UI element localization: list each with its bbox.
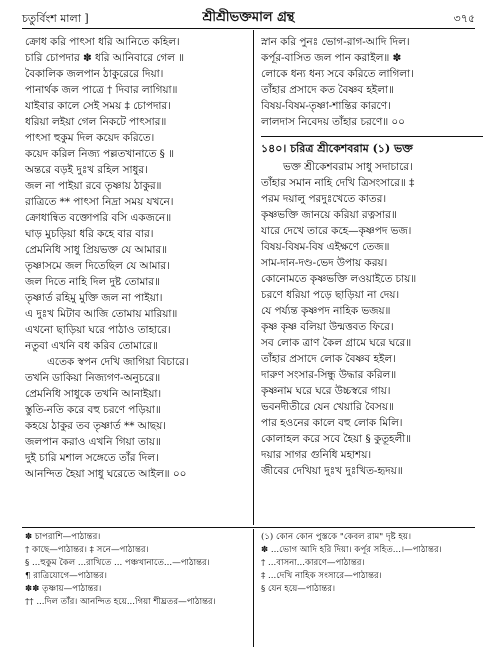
verse-line: রাত্রিতে ** পাৎসা নিদ্রা সময় যখনে। (25, 196, 174, 208)
verse-line-indented: ভক্ত শ্রীকেশবরাম সাধু সদাচারে। (283, 161, 413, 173)
verse-line: যে পর্য্যন্ত কৃষ্ণপদ নাহিক ভজয়॥ (261, 305, 391, 317)
verse-line: লালদাস নিবেদয় তাঁহার চরণে॥ ০০ (261, 116, 405, 128)
verse-line: কয়েদ করিল নিজ্য পল্লতখানাতে § ॥ (25, 148, 175, 160)
verse-line: দয়ার সাগর গুনিধি মহাশয়। (261, 449, 372, 461)
verse-line: প্রেমনিধি সাধুকে তখনি আনাইয়া। (25, 388, 162, 400)
verse-line: যাইবার কালে সেই সময় ‡ চোপদার। (25, 100, 171, 112)
verse-line: জলপান করাও এখনি গিয়া তায়॥ (25, 436, 161, 448)
page-number: ৩৭৫ (453, 12, 475, 25)
chapter-label: চতুর্বিংশ মালা ] (22, 12, 89, 25)
verse-line: তাঁহার প্রসাদে লোক বৈষ্ণব হইল। (261, 353, 396, 365)
verse-line: আনন্দিত হৈয়া সাধু ঘরেতে আইল॥ ০০ (25, 468, 187, 480)
verse-line: জীবের দেখিয়া দুঃখ দুঃখিত-হৃদয়॥ (261, 465, 403, 477)
verse-line: পাৎসা হুকুম দিল কয়েদ করিতে। (25, 132, 155, 144)
verse-line: নতুবা এখনি বধ করিব তোমারে॥ (25, 340, 158, 352)
verse-line: কোনোমতে কৃষ্ণভক্তি লওয়াইতে চায়॥ (261, 273, 417, 285)
verse-line: কোলাহল করে সবে হৈয়া § কুতূহলী॥ (261, 433, 412, 445)
verse-line: প্রেমনিধি সাধু প্রিয়ভক্ত যে আমার॥ (25, 244, 168, 256)
verse-line: তৃষ্ণার্ত রহিমু মুক্তি জল না পাইয়া। (25, 292, 163, 304)
verse-line: লোকে ধন্য ধন্য সবে করিতে লাগিলা। (261, 68, 414, 80)
column-divider (253, 30, 254, 525)
verse-line: তখনি ডাকিয়া নিজ্যগণ-অনুচরে॥ (25, 372, 161, 384)
verse-line: ক্রোধ করি পাৎসা ধরি আনিতে কহিল। (25, 36, 180, 48)
verse-line: পানার্থক জল পাত্রে † দিবার লাগিয়া॥ (25, 84, 178, 96)
footnote: †† ...দিল তাঁর। আনন্দিত হয়ে...গিয়া শীঘ্রতর—পাঠান্তর। (25, 597, 216, 607)
verse-line: বিষয়-বিষম-বিষ এইক্ষণে তেজ॥ (261, 241, 390, 253)
verse-line: তাঁহার প্রসাদে কত বৈষ্ণব হইলা॥ (261, 84, 394, 96)
book-title: শ্রীশ্রীভক্তমাল গ্রন্থ (202, 10, 295, 25)
verse-line: স্নান করি পুনঃ ভোগ-রাগ-আদি দিল। (261, 36, 410, 48)
verse-line: বৈকালিক জলপান ঠাকুরেরে দিয়া। (25, 68, 164, 80)
chapter-rule (261, 136, 483, 137)
verse-line: ভবনদীতীরে যেন খেয়ারি বৈসয়॥ (261, 401, 394, 413)
verse-line: সব লোক ত্রাণ কৈল গ্রামে ঘরে ঘরে॥ (261, 337, 412, 349)
footnotes-left (25, 531, 247, 609)
footnote: ✽ চাপরাশি—পাঠান্তর। (25, 532, 101, 542)
footnote: ¶ রাত্রিযোগে—পাঠান্তর। (25, 571, 107, 581)
footnote-divider (253, 529, 254, 647)
footnote: § যেন হয়ে—পাঠান্তর। (261, 584, 336, 594)
verse-line: দুই চারি মশাল সঙ্গেতে তাঁর দিল। (25, 452, 159, 464)
footnote: ✽ ...ভোগ আদি হরি দিয়া। কর্পূর সহিত...।—পাঠান্তর। (261, 545, 442, 555)
verse-line: চারি চোপদার ✽ ধরি আনিবারে গেল ॥ (25, 52, 185, 64)
footnotes-right (261, 531, 483, 596)
footnote: † ...বাসনা...কারণে—পাঠান্তর। (261, 558, 365, 568)
verse-line: চরণে ধরিয়া পড়ে ছাড়িয়া না দেয়। (261, 289, 400, 301)
footnote: † কাছে—পাঠান্তর। ‡ সনে—পাঠান্তর। (25, 545, 149, 555)
verse-line: কৃষ্ণনাম ঘরে ঘরে উচ্চস্বরে গায়। (261, 385, 391, 397)
verse-line: জল না পাইয়া রবে তৃষ্ণায় ঠাকুর॥ (25, 180, 162, 192)
verse-line: ঘাড় মুচড়িয়া ধরি কহে বার বার। (25, 228, 154, 240)
verse-line: স্তুতি-নতি করে বহু চরণে পড়িয়া॥ (25, 404, 161, 416)
chapter-title: ১৪০। চরিত্র শ্রীকেশবরাম (১) ভক্ত (261, 142, 413, 155)
left-column (25, 34, 247, 482)
footnote: ‡ ...দেখি নাহিক সংসারে—পাঠান্তর। (261, 571, 382, 581)
verse-line: তাঁহার সমান নাহি দেখি ত্রিসংসারে॥ ‡ (261, 177, 415, 189)
verse-line: সাম-দান-দণ্ড-ভেদ উপায় করয়। (261, 257, 388, 269)
header-rule (22, 28, 475, 29)
verse-line: কৃষ্ণ কৃষ্ণ বলিয়া উন্মত্তবত ফিরে। (261, 321, 394, 333)
verse-line: জল দিতে নাহি দিল দুষ্ট তোমার॥ (25, 276, 160, 288)
verse-line: বিষয়-বিষম-তৃষ্ণা-শান্তির কারণে। (261, 100, 391, 112)
verse-line: পরম দয়ালু পরদুঃখেতে কাতর। (261, 193, 387, 205)
verse-line: যারে দেখে তারে কহে—কৃষ্ণপদ ভজ। (261, 225, 412, 237)
verse-line: এ দুঃখ মিটাব আজি তোমায় মারিয়া॥ (25, 308, 178, 320)
verse-line: অন্তরে বড়ই দুঃখ রহিল সাধুর। (25, 164, 148, 176)
verse-line: পার হওনের কালে বহু লোক মিলি। (261, 417, 403, 429)
verse-line: তৃষ্ণাসমে জল দিতেছিল যে আমার। (25, 260, 170, 272)
verse-line-indented: এতেক স্বপন দেখি জাগিয়া বিচারে। (47, 356, 189, 368)
verse-line: এখনো ছাড়িয়া ঘরে পাঠাও তাহারে। (25, 324, 171, 336)
verse-line: দারুণ সংসার-সিন্ধু উদ্ধার করিল॥ (261, 369, 397, 381)
verse-line: কহয়ে ঠাকুর তব তৃষ্ণার্ত ** আছয়। (25, 420, 166, 432)
verse-line: কৃষ্ণভক্তি জানয়ে করিয়া রত্নসার॥ (261, 209, 397, 221)
footnote: ✽✽ তৃষ্ণায়—পাঠান্তর। (25, 584, 102, 594)
verse-line: কর্পূর-বাসিত জল পান করাইল॥ ✽ (261, 52, 402, 64)
right-column (261, 34, 483, 479)
footnote: (১) কোন কোন পুস্তকে "কেবল রাম" দৃষ্ট হয়। (261, 532, 412, 542)
footnote: § ...হুকুম কৈল ...রাখিতে ... পঞ্চখানাতে...—পাঠান্তর। (25, 558, 210, 568)
page-header (22, 8, 475, 26)
verse-line: ক্রোধান্বিত বক্তোপরি বসি একজনে॥ (25, 212, 172, 224)
footnote-rule (22, 527, 475, 528)
verse-line: ধরিয়া লইয়া গেল নিকটে পাৎসার॥ (25, 116, 167, 128)
